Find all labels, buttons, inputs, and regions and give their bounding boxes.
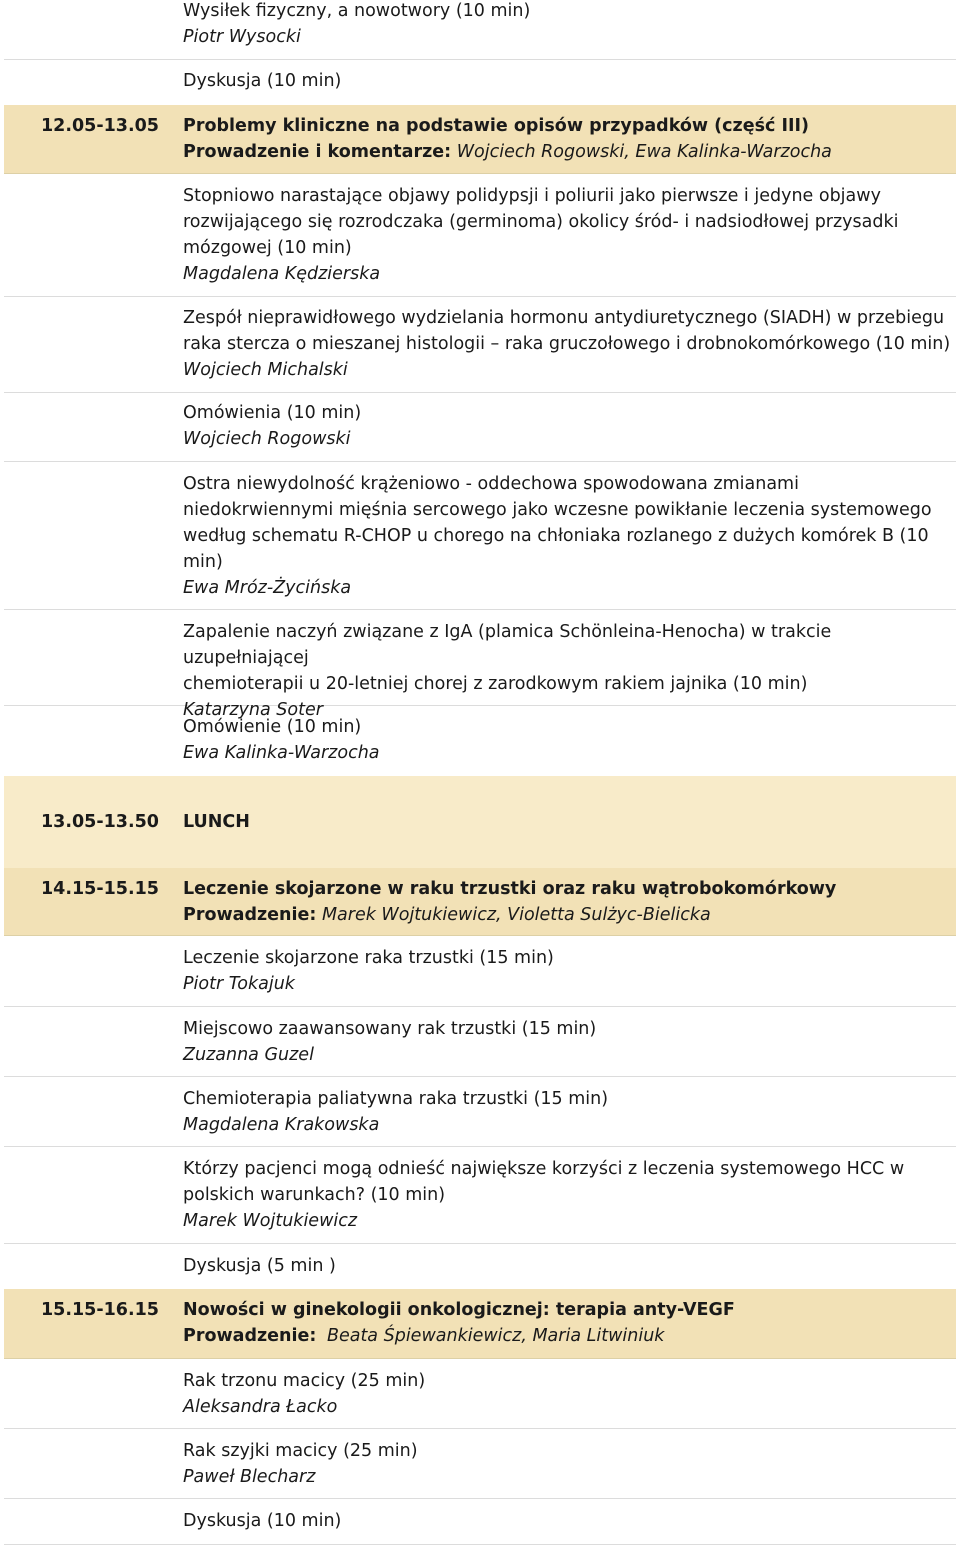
talk-block [4,1499,956,1545]
moderator-names: Wojciech Rogowski, Ewa Kalinka-Warzocha [456,142,832,162]
talk-title: Omówienia (10 min) [183,403,362,423]
talk-title: niedokrwiennymi mięśnia sercowego jako wczesne powikłanie leczenia systemowego [183,500,932,520]
moderator-names: Marek Wojtukiewicz, Violetta Sulżyc-Bielicka [321,905,711,925]
talk-author: Ewa Mróz-Życińska [183,578,352,598]
talk-title: mózgowej (10 min) [183,238,352,258]
talk-title: Chemioterapia paliatywna raka trzustki (15 min) [183,1089,609,1109]
talk-title: chemioterapii u 20-letniej chorej z zarodkowym rakiem jajnika (10 min) [183,674,808,694]
talk-block [4,1147,956,1244]
talk-author: Ewa Kalinka-Warzocha [183,743,380,763]
talk-title: Rak szyjki macicy (25 min) [183,1441,418,1461]
session-header [4,1289,956,1359]
talk-block [4,1244,956,1289]
talk-title: Miejscowo zaawansowany rak trzustki (15 min) [183,1019,597,1039]
lunch-time: 13.05-13.50 [41,812,159,832]
talk-title: polskich warunkach? (10 min) [183,1185,446,1205]
session-time: 12.05-13.05 [41,116,159,136]
moderator-names: Beata Śpiewankiewicz, Maria Litwiniuk [326,1326,665,1346]
talk-author: Aleksandra Łacko [183,1397,338,1417]
talk-block [4,1429,956,1499]
talk-title: Dyskusja (5 min ) [183,1256,336,1276]
talk-author: Zuzanna Guzel [183,1045,314,1065]
talk-title: Rak trzonu macicy (25 min) [183,1371,426,1391]
moderator-label: Prowadzenie i komentarze: [183,142,452,162]
talk-author: Magdalena Krakowska [183,1115,380,1135]
talk-author: Paweł Blecharz [183,1467,316,1487]
talk-author: Piotr Wysocki [183,27,301,47]
talk-title: Zespół nieprawidłowego wydzielania hormonu antydiuretycznego (SIADH) w przebiegu [183,308,945,328]
talk-block [4,706,956,776]
talk-title: rozwijającego się rozrodczaka (germinoma) okolicy śród- i nadsiodłowej przysadki [183,212,899,232]
talk-title: Omówienie (10 min) [183,717,362,737]
session-header [4,868,956,936]
session-title: Problemy kliniczne na podstawie opisów przypadków (część III) [183,116,809,136]
talk-title: Którzy pacjenci mogą odnieść największe korzyści z leczenia systemowego HCC w [183,1159,905,1179]
talk-title: Ostra niewydolność krążeniowo - oddechowa spowodowana zmianami [183,474,799,494]
lunch-label: LUNCH [183,812,250,832]
talk-author: Magdalena Kędzierska [183,264,381,284]
session-time: 15.15-16.15 [41,1300,159,1320]
talk-title: Dyskusja (10 min) [183,1511,342,1531]
talk-author: Katarzyna Soter [183,700,323,720]
session-title: Nowości w ginekologii onkologicznej: terapia anty-VEGF [183,1300,735,1320]
talk-block [4,1077,956,1147]
lunch-break [4,776,956,868]
talk-title: Zapalenie naczyń związane z IgA (plamica Schönleina-Henocha) w trakcie uzupełniającej [183,622,832,668]
talk-title: min) [183,552,223,572]
talk-author: Marek Wojtukiewicz [183,1211,358,1231]
talk-block [4,936,956,1007]
talk-block [4,610,956,720]
talk-title: Dyskusja (10 min) [183,71,342,91]
talk-block [4,1359,956,1429]
talk-title: Wysiłek fizyczny, a nowotwory (10 min) [183,1,531,21]
moderator-label: Prowadzenie: [183,1326,317,1346]
talk-author: Wojciech Rogowski [183,429,351,449]
talk-block [4,393,956,462]
talk-author: Wojciech Michalski [183,360,348,380]
talk-title: według schematu R-CHOP u chorego na chłoniaka rozlanego z dużych komórek B (10 [183,526,929,546]
talk-title: raka stercza o mieszanej histologii – raka gruczołowego i drobnokomórkowego (10 min) [183,334,951,354]
talk-block [4,462,956,610]
session-title: Leczenie skojarzone w raku trzustki oraz raku wątrobokomórkowy [183,879,837,899]
talk-author: Piotr Tokajuk [183,974,295,994]
talk-title: Leczenie skojarzone raka trzustki (15 min) [183,948,554,968]
moderator-label: Prowadzenie: [183,905,317,925]
session-header [4,105,956,174]
talk-title: Stopniowo narastające objawy polidypsji i poliurii jako pierwsze i jedyne objawy [183,186,881,206]
talk-block [4,297,956,393]
talk-block [4,60,956,105]
talk-block [4,0,956,60]
talk-block [4,1007,956,1077]
session-time: 14.15-15.15 [41,879,159,899]
talk-block [4,174,956,297]
